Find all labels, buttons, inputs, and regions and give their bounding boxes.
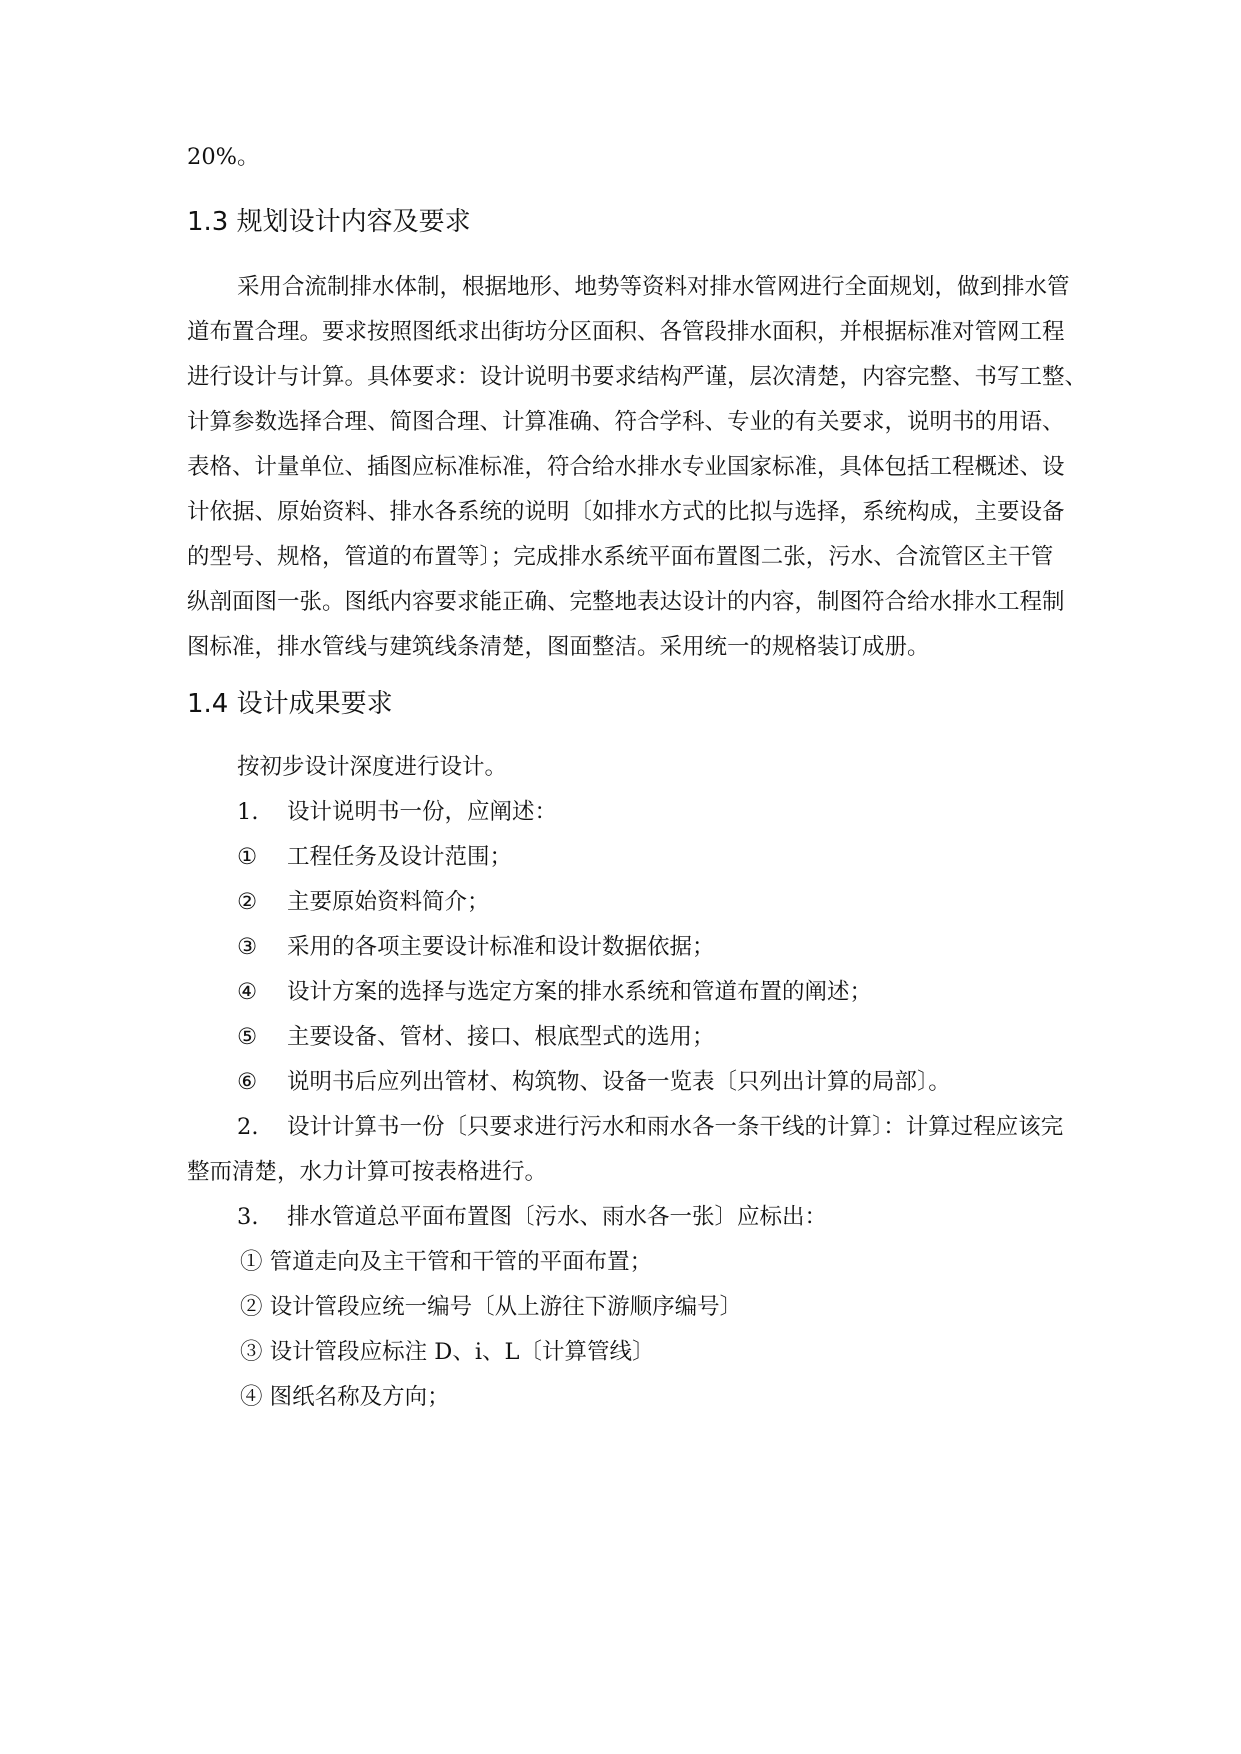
sub-item <box>237 842 512 872</box>
top-fragment: 20%。 <box>187 144 260 170</box>
list-text: 设计说明书一份，应阐述： <box>287 799 558 825</box>
list-number: 3. <box>237 1204 259 1230</box>
sub-item-text: 主要原始资料简介； <box>287 889 490 915</box>
paragraph-line: 图标准，排水管线与建筑线条清楚，图面整洁。采用统一的规格装订成册。 <box>187 634 930 660</box>
paragraph-line: 进行设计与计算。具体要求：设计说明书要求结构严谨，层次清楚，内容完整、书写工整、 <box>187 364 1088 390</box>
section-heading-1-3: 1.3 规划设计内容及要求 <box>187 207 471 237</box>
sub-item: ② 设计管段应统一编号〔从上游往下游顺序编号〕 <box>240 1294 743 1320</box>
paragraph-line: 表格、计量单位、插图应标准标准，符合给水排水专业国家标准，具体包括工程概述、设 <box>187 454 1065 480</box>
sub-item <box>237 1022 715 1052</box>
list-item-2 <box>237 1112 1063 1142</box>
sub-item-text: 设计方案的选择与选定方案的排水系统和管道布置的阐述； <box>287 979 873 1005</box>
circled-number: ⑤ <box>237 1024 258 1050</box>
paragraph-line: 的型号、规格，管道的布置等〕；完成排水系统平面布置图二张，污水、合流管区主干管 <box>187 544 1054 570</box>
paragraph-line: 采用合流制排水体制，根据地形、地势等资料对排水管网进行全面规划，做到排水管 <box>237 274 1070 300</box>
list-text: 排水管道总平面布置图〔污水、雨水各一张〕应标出： <box>287 1204 828 1230</box>
list-item-1 <box>237 797 557 827</box>
circled-number: ⑥ <box>237 1069 258 1095</box>
list-number: 2. <box>237 1114 259 1140</box>
list-text: 设计计算书一份〔只要求进行污水和雨水各一条干线的计算〕：计算过程应该完 <box>287 1114 1064 1140</box>
paragraph-line: 纵剖面图一张。图纸内容要求能正确、完整地表达设计的内容，制图符合给水排水工程制 <box>187 589 1065 615</box>
list-item-2-continuation: 整而清楚，水力计算可按表格进行。 <box>187 1159 548 1185</box>
sub-item <box>237 932 715 962</box>
list-item-3 <box>237 1202 827 1232</box>
sub-item <box>237 977 872 1007</box>
list-number: 1. <box>237 799 259 825</box>
sub-item: ① 管道走向及主干管和干管的平面布置； <box>240 1249 653 1275</box>
sub-item <box>237 887 490 917</box>
sub-item-text: 主要设备、管材、接口、根底型式的选用； <box>287 1024 715 1050</box>
sub-item <box>237 1067 951 1097</box>
sub-item: ④ 图纸名称及方向； <box>240 1384 450 1410</box>
paragraph-line: 计算参数选择合理、简图合理、计算准确、符合学科、专业的有关要求，说明书的用语、 <box>187 409 1065 435</box>
sub-item-text: 工程任务及设计范围； <box>287 844 513 870</box>
circled-number: ② <box>237 889 258 915</box>
paragraph-line: 道布置合理。要求按照图纸求出街坊分区面积、各管段排水面积，并根据标准对管网工程 <box>187 319 1065 345</box>
sub-item-text: 说明书后应列出管材、构筑物、设备一览表〔只列出计算的局部〕。 <box>287 1069 951 1095</box>
intro-line: 按初步设计深度进行设计。 <box>237 754 508 780</box>
circled-number: ③ <box>237 934 258 960</box>
section-heading-1-4: 1.4 设计成果要求 <box>187 689 393 719</box>
sub-item: ③ 设计管段应标注 D、i、L〔计算管线〕 <box>240 1339 655 1365</box>
circled-number: ④ <box>237 979 258 1005</box>
sub-item-text: 采用的各项主要设计标准和设计数据依据； <box>287 934 715 960</box>
paragraph-line: 计依据、原始资料、排水各系统的说明〔如排水方式的比拟与选择，系统构成，主要设备 <box>187 499 1065 525</box>
circled-number: ① <box>237 844 258 870</box>
